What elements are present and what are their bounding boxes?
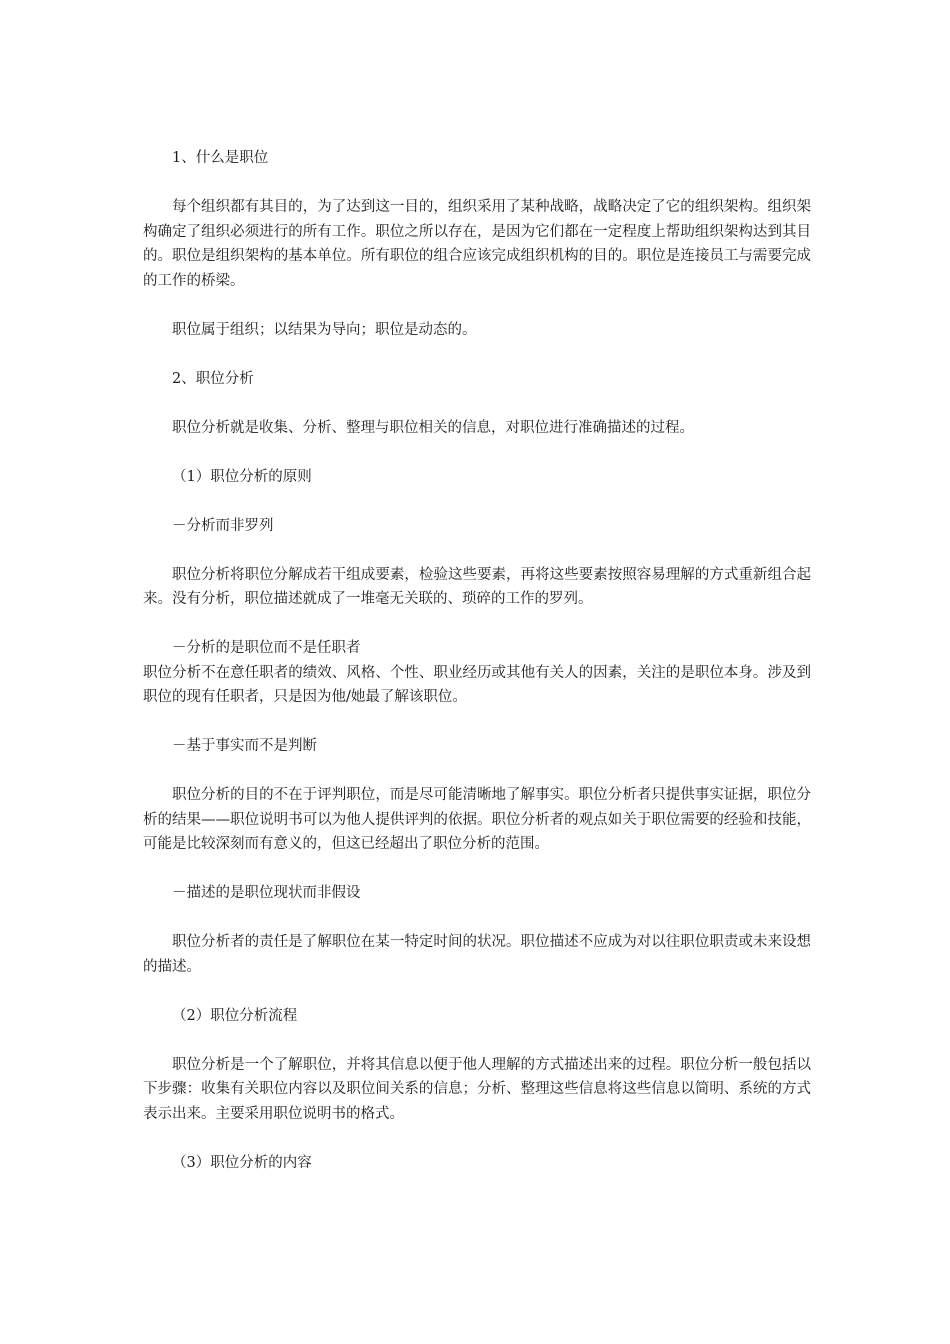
principle-position-not-person: －分析的是职位而不是任职者: [172, 640, 361, 656]
subheading-analysis-process: （2）职位分析流程: [172, 1007, 298, 1024]
paragraph-analyze-not-list: 职位分析将职位分解成若干组成要素，检验这些要素，再将这些要素按照容易理解的方式重新组合起来。没有分析，职位描述就成了一堆毫无关联的、琐碎的工作的罗列。: [143, 566, 811, 607]
paragraph-current-not-assumed: 职位分析者的责任是了解职位在某一特定时间的状况。职位描述不应成为对以往职位职责或未来设想的描述。: [143, 934, 811, 975]
principle-analyze-not-list: －分析而非罗列: [172, 517, 274, 534]
paragraph-fact-not-judgment: 职位分析的目的不在于评判职位，而是尽可能清晰地了解事实。职位分析者只提供事实证据，职位分析的结果——职位说明书可以为他人提供评判的依据。职位分析者的观点如关于职位需要的经验和技能，可能是比较深刻而有意义的，但这已经超出了职位分析的范围。: [143, 787, 811, 852]
principle-current-not-assumed: －描述的是职位现状而非假设: [172, 885, 361, 901]
section-heading-position-analysis: 2、职位分析: [172, 370, 254, 387]
paragraph-position-not-person: 职位分析不在意任职者的绩效、风格、个性、职业经历或其他有关人的因素，关注的是职位本身。涉及到职位的现有任职者，只是因为他/她最了解该职位。: [143, 664, 811, 705]
paragraph-analysis-process: 职位分析是一个了解职位，并将其信息以便于他人理解的方式描述出来的过程。职位分析一般包括以下步骤：收集有关职位内容以及职位间关系的信息；分析、整理这些信息将这些信息以简明、系统的方式表示出来。主要采用职位说明书的格式。: [143, 1056, 811, 1122]
principle-fact-not-judgment: －基于事实而不是判断: [172, 738, 317, 754]
document-body: [143, 146, 811, 1200]
paragraph-position-traits: 职位属于组织；以结果为导向；职位是动态的。: [172, 321, 477, 338]
paragraph-position-purpose: 每个组织都有其目的，为了达到这一目的，组织采用了某种战略，战略决定了它的组织架构。组织架构确定了组织必须进行的所有工作。职位之所以存在，是因为它们都在一定程度上帮助组织架构达到其目的。职位是组织架构的基本单位。所有职位的组合应该完成组织机构的目的。职位是连接员工与需要完成的工作的桥梁。: [143, 199, 811, 289]
subheading-analysis-content: （3）职位分析的内容: [172, 1154, 312, 1171]
subheading-analysis-principles: （1）职位分析的原则: [172, 468, 312, 485]
paragraph-analysis-definition: 职位分析就是收集、分析、整理与职位相关的信息，对职位进行准确描述的过程。: [172, 419, 694, 436]
section-heading-what-is-position: 1、什么是职位: [172, 150, 269, 166]
